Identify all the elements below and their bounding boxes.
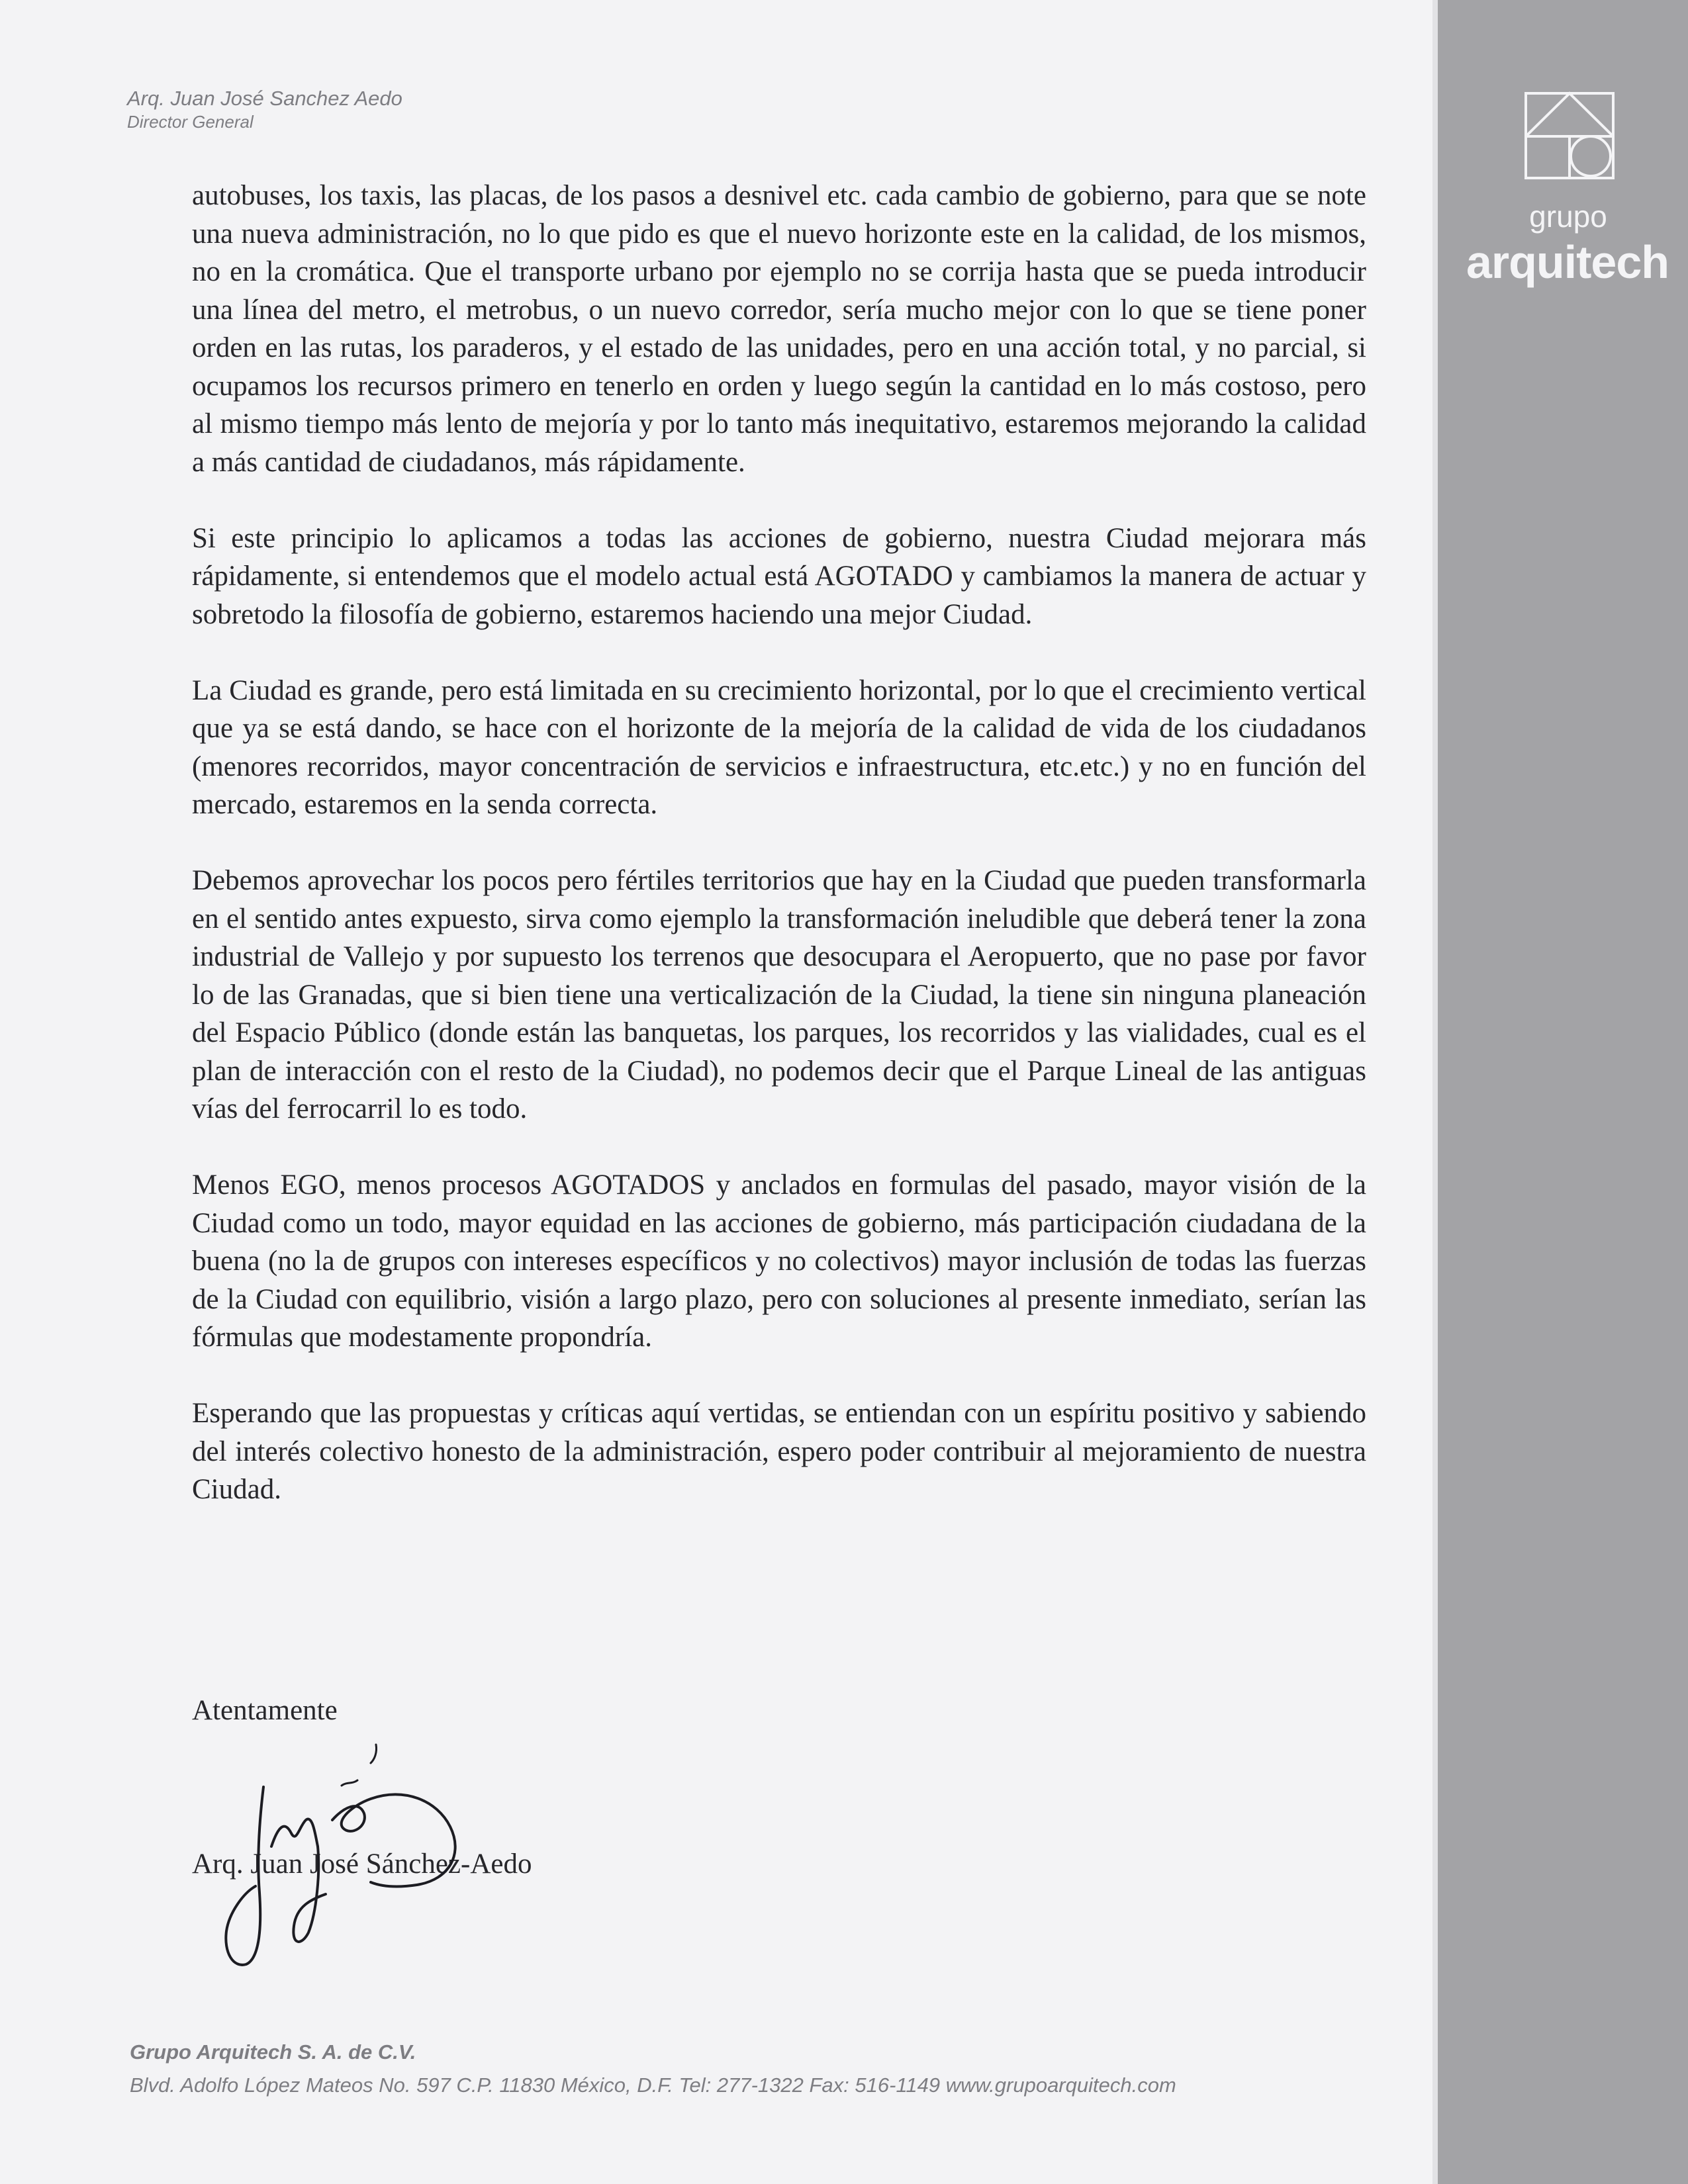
body-paragraph: La Ciudad es grande, pero está limitada en su crecimiento horizontal, por lo que el crecimiento vertical que ya se está dando, se hace con el horizonte de la mejoría de la calidad de vida de los ciudadanos (menores recorridos, mayor concentración de servicios e infraestructura, etc.etc.) y no en función del mercado, estaremos en la senda correcta. <box>192 674 1366 820</box>
body-paragraph: Esperando que las propuestas y críticas aquí vertidas, se entiendan con un espíritu positivo y sabiendo del interés colectivo honesto de la administración, espero poder contribuir al mejoramiento de nuestra Ciudad. <box>192 1398 1366 1505</box>
logo-text-arquitech: arquitech <box>1466 236 1669 288</box>
body-paragraph: Menos EGO, menos procesos AGOTADOS y anclados en formulas del pasado, mayor visión de la Ciudad como un todo, mayor equidad en las acciones de gobierno, más participación ciudadana de la buena (no la de grupos con intereses específicos y no colectivos) mayor inclusión de todas las fuerzas de la Ciudad con equilibrio, visión a largo plazo, pero con soluciones al presente inmediato, serían las fórmulas que modestamente propondría. <box>192 1169 1366 1353</box>
letter-body <box>192 177 1366 1547</box>
logo-text-grupo: grupo <box>1529 199 1607 234</box>
handwritten-signature <box>185 1721 530 1972</box>
footer-company: Grupo Arquitech S. A. de C.V. <box>130 2040 416 2064</box>
closing-salutation: Atentamente <box>192 1695 338 1726</box>
body-paragraph: Si este principio lo aplicamos a todas las acciones de gobierno, nuestra Ciudad mejorara más rápidamente, si entendemos que el modelo actual está AGOTADO y cambiamos la manera de actuar y sobretodo la filosofía de gobierno, estaremos haciendo una mejor Ciudad. <box>192 522 1366 630</box>
letterhead-footer <box>130 2038 1176 2099</box>
signer-name: Arq. Juan José Sánchez-Aedo <box>192 1848 532 1880</box>
house-square-logo-icon <box>1524 91 1615 180</box>
footer-address: Blvd. Adolfo López Mateos No. 597 C.P. 11830 México, D.F. Tel: 277-1322 Fax: 516-1149 www.grupoarquitech.com <box>130 2073 1176 2097</box>
header-name: Arq. Juan José Sanchez Aedo <box>127 87 402 110</box>
body-paragraph: autobuses, los taxis, las placas, de los pasos a desnivel etc. cada cambio de gobierno, para que se note una nueva administración, no lo que pido es que el nuevo horizonte este en la calidad, de los mismos, no en la cromática. Que el transporte urbano por ejemplo no se corrija hasta que se pueda introducir una línea del metro, el metrobus, o un nuevo corredor, sería mucho mejor con lo que se tiene poner orden en las rutas, los paraderos, y el estado de las unidades, pero en una acción total, y no parcial, si ocupamos los recursos primero en tenerlo en orden y luego según la cantidad en lo más costoso, pero al mismo tiempo más lento de mejoría y por lo tanto más inequitativo, estaremos mejorando la calidad a más cantidad de ciudadanos, más rápidamente. <box>192 180 1366 478</box>
body-paragraph: Debemos aprovechar los pocos pero fértiles territorios que hay en la Ciudad que pueden transformarla en el sentido antes expuesto, sirva como ejemplo la transformación ineludible que deberá tener la zona industrial de Vallejo y por supuesto los terrenos que desocupara el Aeropuerto, que no pase por favor lo de las Granadas, que si bien tiene una verticalización de la Ciudad, la tiene sin ninguna planeación del Espacio Público (donde están las banquetas, los parques, los recorridos y las vialidades, cual es el plan de interacción con el resto de la Ciudad), no podemos decir que el Parque Lineal de las antiguas vías del ferrocarril lo es todo. <box>192 865 1366 1124</box>
letterhead-header <box>127 86 402 132</box>
header-title: Director General <box>127 112 254 132</box>
letterhead-sidebar <box>1438 0 1688 2184</box>
